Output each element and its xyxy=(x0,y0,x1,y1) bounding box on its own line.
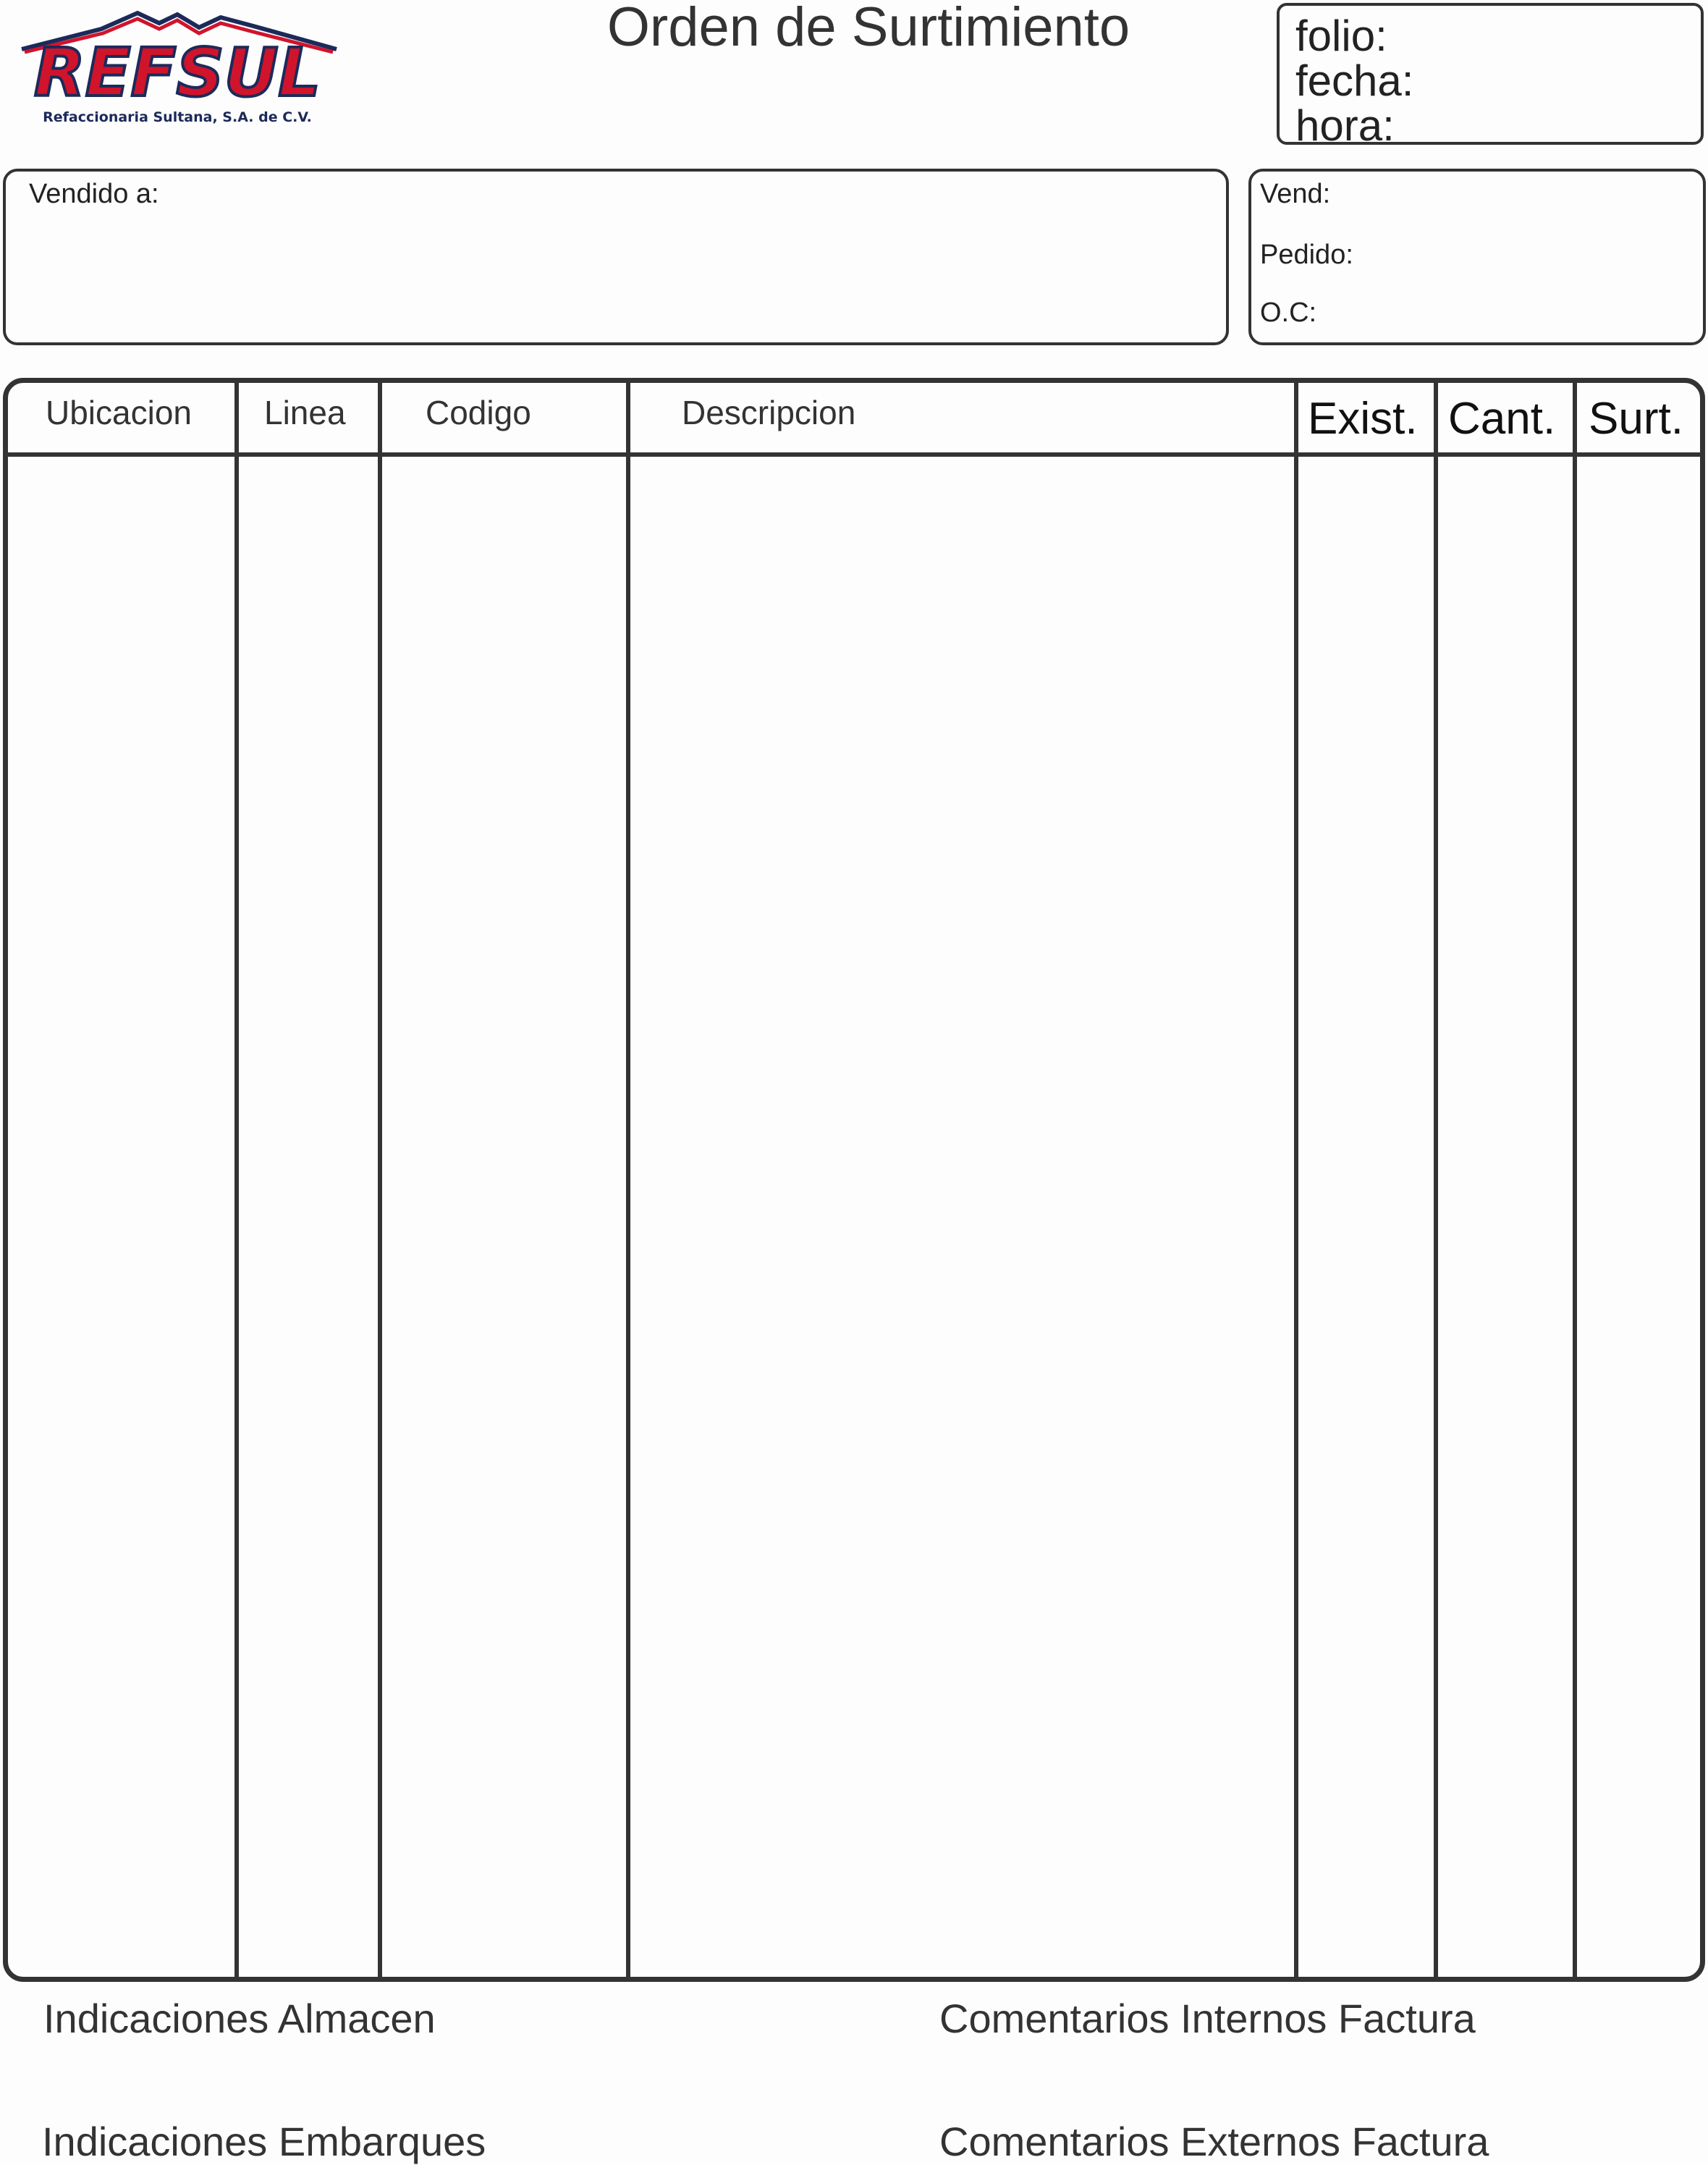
sold-to-box xyxy=(3,169,1229,345)
column-header-exist: Exist. xyxy=(1308,394,1418,444)
internal-invoice-comments-label: Comentarios Internos Factura xyxy=(939,1996,1476,2041)
logo-brand-text: REFSUL xyxy=(33,34,321,111)
refsul-logo-graphic xyxy=(14,7,340,127)
column-header-descripcion: Descripcion xyxy=(682,394,856,431)
order-info-box xyxy=(1248,169,1706,345)
items-table xyxy=(3,378,1705,1982)
hora-label: hora: xyxy=(1295,101,1395,150)
column-header-ubicacion: Ubicacion xyxy=(46,394,192,431)
column-divider xyxy=(234,383,239,1977)
column-header-linea: Linea xyxy=(264,394,346,431)
column-divider xyxy=(1573,383,1577,1977)
column-header-cant: Cant. xyxy=(1448,394,1556,444)
table-header-divider xyxy=(8,452,1700,457)
column-divider xyxy=(626,383,630,1977)
shipping-instructions-label: Indicaciones Embarques xyxy=(42,2119,486,2164)
page-title: Orden de Surtimiento xyxy=(606,0,1130,58)
logo-company-text: Refaccionaria Sultana, S.A. de C.V. xyxy=(43,109,312,125)
purchase-order-label: O.C: xyxy=(1260,297,1317,328)
folio-box xyxy=(1277,3,1704,150)
folio-label: folio: xyxy=(1295,12,1387,60)
order-number-label: Pedido: xyxy=(1260,240,1353,270)
column-divider xyxy=(378,383,382,1977)
warehouse-instructions-label: Indicaciones Almacen xyxy=(43,1996,436,2041)
column-header-codigo: Codigo xyxy=(426,394,531,431)
seller-label: Vend: xyxy=(1260,179,1331,209)
column-divider xyxy=(1294,383,1298,1977)
column-header-surt: Surt. xyxy=(1589,394,1683,444)
fecha-label: fecha: xyxy=(1295,56,1414,105)
refsul-logo xyxy=(14,7,340,127)
column-divider xyxy=(1434,383,1438,1977)
sold-to-label: Vendido a: xyxy=(29,179,159,209)
external-invoice-comments-label: Comentarios Externos Factura xyxy=(939,2119,1489,2164)
